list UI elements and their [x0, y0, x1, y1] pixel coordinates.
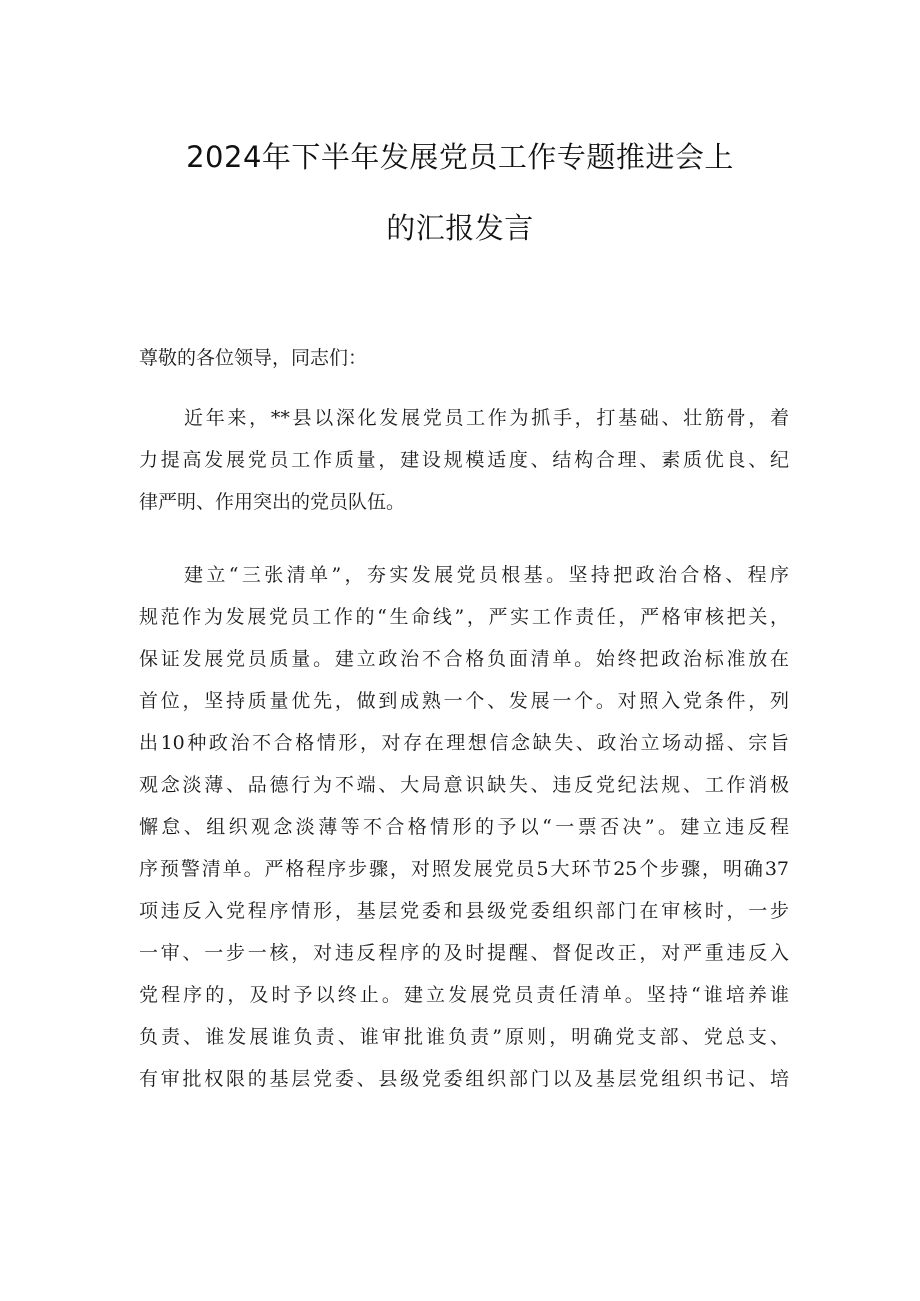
document-title-line-1: 2024年下半年发展党员工作专题推进会上 [186, 140, 734, 174]
paragraph-2-line: 懈怠、组织观念淡薄等不合格情形的予以“一票否决”。建立违反程 [139, 816, 789, 838]
paragraph-2-line: 保证发展党员质量。建立政治不合格负面清单。始终把政治标准放在 [139, 648, 789, 670]
paragraph-2-line: 首位，坚持质量优先，做到成熟一个、发展一个。对照入党条件，列 [139, 690, 789, 712]
paragraph-1 [139, 397, 789, 523]
paragraph-2-line: 序预警清单。严格程序步骤，对照发展党员5大环节25个步骤，明确37 [139, 858, 789, 880]
paragraph-1-line: 近年来，**县以深化发展党员工作为抓手，打基础、壮筋骨，着 [184, 407, 789, 429]
paragraph-2-line: 出10种政治不合格情形，对存在理想信念缺失、政治立场动摇、宗旨 [139, 732, 789, 754]
salutation-text: 尊敬的各位领导，同志们： [139, 347, 368, 369]
paragraph-1-line: 律严明、作用突出的党员队伍。 [139, 491, 406, 513]
paragraph-2 [139, 554, 789, 1100]
paragraph-1-line: 力提高发展党员工作质量，建设规模适度、结构合理、素质优良、纪 [139, 449, 789, 471]
paragraph-2-line: 观念淡薄、品德行为不端、大局意识缺失、违反党纪法规、工作消极 [139, 774, 789, 796]
paragraph-2-line: 规范作为发展党员工作的“生命线”，严实工作责任，严格审核把关， [139, 606, 789, 628]
paragraph-2-line: 项违反入党程序情形，基层党委和县级党委组织部门在审核时，一步 [139, 900, 789, 922]
paragraph-2-line: 建立“三张清单”，夯实发展党员根基。坚持把政治合格、程序 [184, 564, 789, 586]
paragraph-2-line: 负责、谁发展谁负责、谁审批谁负责”原则，明确党支部、党总支、 [139, 1026, 789, 1048]
salutation [139, 337, 789, 379]
paragraph-2-line: 党程序的，及时予以终止。建立发展党员责任清单。坚持“谁培养谁 [139, 984, 789, 1006]
document-title-line-2: 的汇报发言 [386, 211, 534, 245]
paragraph-2-line: 有审批权限的基层党委、县级党委组织部门以及基层党组织书记、培 [139, 1068, 789, 1090]
paragraph-2-line: 一审、一步一核，对违反程序的及时提醒、督促改正，对严重违反入 [139, 942, 789, 964]
